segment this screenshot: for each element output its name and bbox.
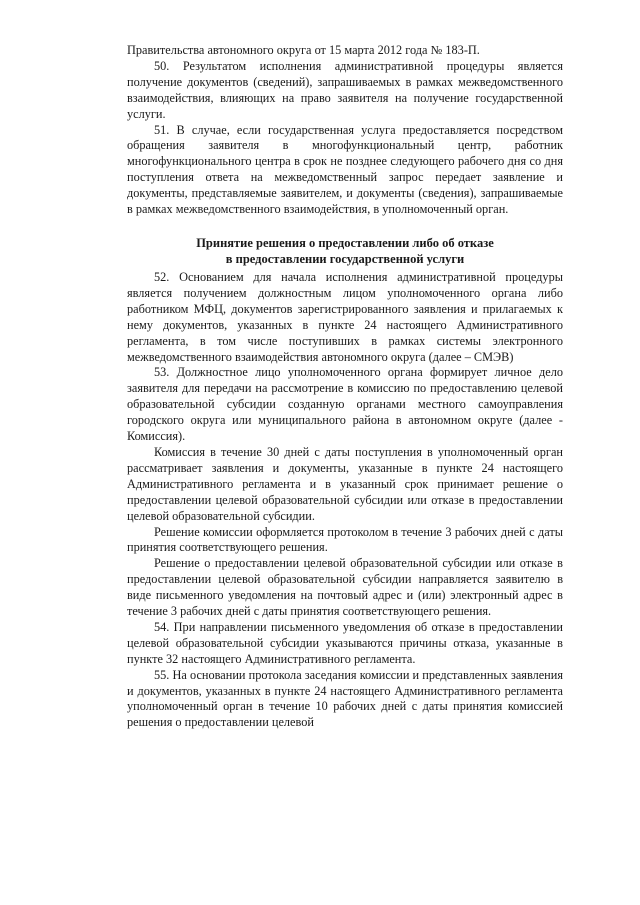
- paragraph-50: 50. Результатом исполнения административной процедуры является получение документов (сведений), запрашиваемых в рамках межведомственного взаимодействия, влияющих на право заявителя на получение государственной услуги.: [127, 58, 563, 121]
- paragraph-53: 53. Должностное лицо уполномоченного органа формирует личное дело заявителя для передачи на рассмотрение в комиссию по предоставлению целевой образовательной субсидии созданную органами местного самоуправления городского округа или муниципального района в автономном округе (далее - Комиссия).: [127, 365, 563, 444]
- paragraph-commission-review: Комиссия в течение 30 дней с даты поступления в уполномоченный орган рассматривает заявления и документы, указанные в пункте 24 настоящего Административного регламента и в указанный срок принимает решение о предоставлении целевой образовательной субсидии или отказе в предоставлении целевой образовательной субсидии.: [127, 444, 563, 523]
- paragraph-54: 54. При направлении письменного уведомления об отказе в предоставлении целевой образовательной субсидии указываются причины отказа, указанные в пункте 32 настоящего Административного регламента.: [127, 619, 563, 666]
- section-heading: [127, 235, 563, 267]
- paragraph-commission-protocol: Решение комиссии оформляется протоколом в течение 3 рабочих дней с даты принятия соответствующего решения.: [127, 524, 563, 555]
- paragraph-55: 55. На основании протокола заседания комиссии и представленных заявления и документов, указанных в пункте 24 настоящего Административного регламента уполномоченный орган в течение 10 рабочих дней с даты принятия комиссией решения о предоставлении целевой: [127, 667, 563, 730]
- section-heading-line-1: Принятие решения о предоставлении либо об отказе: [196, 236, 494, 250]
- bottom-text-block: [127, 270, 563, 731]
- paragraph-continuation: Правительства автономного округа от 15 марта 2012 года № 183-П.: [127, 43, 480, 57]
- paragraph-51: 51. В случае, если государственная услуга предоставляется посредством обращения заявителя в многофункциональный центр, работник многофункционального центра в срок не позднее следующего рабочего дня со дня поступления ответа на межведомственный запрос передает заявление и документы, представляемые заявителем, и документы (сведения), запрашиваемые в рамках межведомственного взаимодействия, в уполномоченный орган.: [127, 122, 563, 217]
- section-heading-line-2: в предоставлении государственной услуги: [225, 252, 465, 266]
- top-text-block: [127, 43, 563, 218]
- paragraph-52: 52. Основанием для начала исполнения административной процедуры является получением должностным лицом уполномоченного органа либо работником МФЦ, документов зарегистрированного заявления и прилагаемых к нему документов, указанных в пункте 24 настоящего Административного регламента, в том числе поступивших в рамках системы электронного межведомственного взаимодействия автономного округа (далее – СМЭВ): [127, 270, 563, 364]
- paragraph-decision-notice: Решение о предоставлении целевой образовательной субсидии или отказе в предоставлении целевой образовательной субсидии направляется заявителю в виде письменного уведомления на почтовый адрес и (или) электронный адрес в течение 3 рабочих дней с даты принятия соответствующего решения.: [127, 556, 563, 619]
